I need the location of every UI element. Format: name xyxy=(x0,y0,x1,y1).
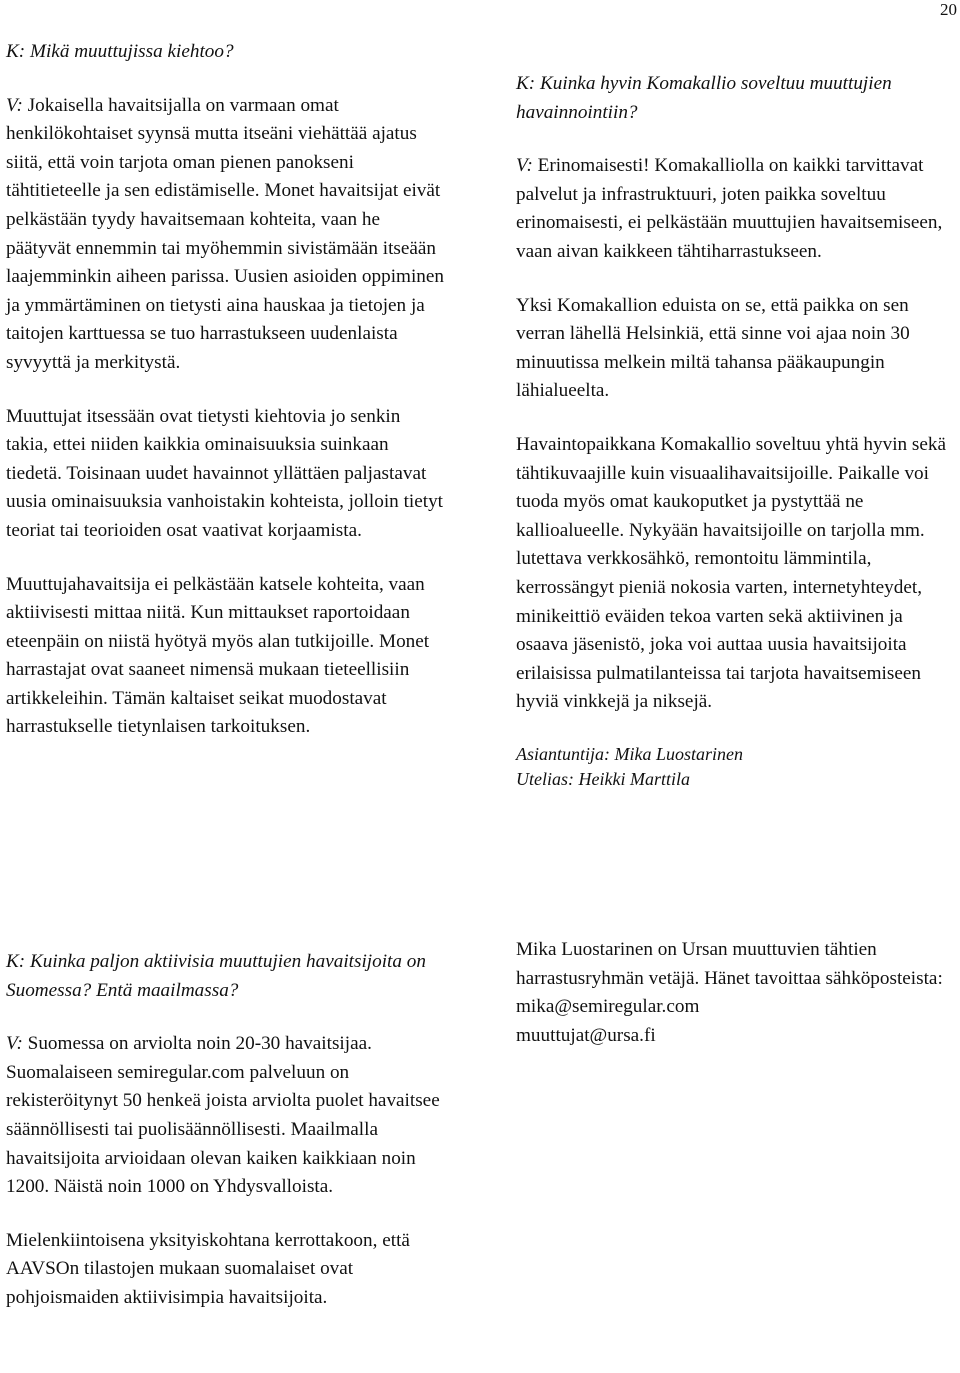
answer-1 xyxy=(6,92,446,378)
right-top-section xyxy=(516,70,956,792)
credit-interviewer: Utelias: Heikki Marttila xyxy=(516,768,690,789)
answer-1-para3: Muuttujahavaitsija ei pelkästään katsele kohteita, vaan aktiivisesti mittaa niitä. Kun mittaukset raportoidaan eteenpäin on niistä hyötyä myös alan tutkijoille. Monet harrastajat ovat saaneet nimensä mukaan tieteellisiin artikkeleihin. Tämän kaltaiset seikat muodostavat harrastukselle tietynlaisen tarkoituksen. xyxy=(6,573,430,738)
answer-prefix: V: xyxy=(6,1033,23,1055)
answer-3 xyxy=(516,152,956,266)
answer-2-para2: Mielenkiintoisena yksityiskohtana kerrottakoon, että AAVSOn tilastojen mukaan suomalaiset ovat pohjoismaiden aktiivisimpia havaitsijoita. xyxy=(6,1229,410,1308)
answer-3-text: Erinomaisesti! Komakalliolla on kaikki tarvittavat palvelut ja infrastruktuuri, joten paikka soveltuu erinomaisesti, ei pelkästään muuttujien havaitsemiseen, vaan aivan kaikkeen tähtiharrastukseen. xyxy=(516,155,943,262)
email-mika[interactable]: mika@semiregular.com xyxy=(516,996,700,1018)
left-bottom-section xyxy=(6,948,446,1313)
page-number: 20 xyxy=(940,0,957,19)
question-2: K: Kuinka paljon aktiivisia muuttujien havaitsijoita on Suomessa? Entä maailmassa? xyxy=(6,951,426,1001)
answer-prefix: V: xyxy=(516,155,533,177)
question-3: K: Kuinka hyvin Komakallio soveltuu muuttujien havainnointiin? xyxy=(516,73,892,123)
answer-prefix: V: xyxy=(6,94,23,116)
email-muuttujat[interactable]: muuttujat@ursa.fi xyxy=(516,1024,656,1046)
left-top-section xyxy=(6,38,446,742)
answer-1-text: Jokaisella havaitsijalla on varmaan omat henkilökohtaiset syynsä mutta itseäni viehättää ajatus siitä, että voin tarjota oman pienen panokseni tähtitieteelle ja sen edistämiselle. Monet havaitsijat eivät pelkästään tyydy havaitsemaan kohteita, vaan he päätyvät ennemmin tai myöhemmin sivistämään itseään laajemminkin aiheen parissa. Uusien asioiden oppiminen ja ymmärtäminen on tietysti aina hauskaa ja tietojen ja taitojen karttuessa se tuo harrastukseen uudenlaista syvyyttä ja merkitystä. xyxy=(6,94,445,373)
answer-2 xyxy=(6,1030,446,1202)
credit-expert: Asiantuntija: Mika Luostarinen xyxy=(516,743,743,764)
author-bio: Mika Luostarinen on Ursan muuttuvien tähtien harrastusryhmän vetäjä. Hänet tavoittaa sähköposteista: xyxy=(516,939,943,989)
answer-2-text: Suomessa on arviolta noin 20-30 havaitsijaa. Suomalaiseen semiregular.com palveluun on rekisteröitynyt 50 henkeä joista arviolta puolet havaitsee säännöllisesti tai puolisäännöllisesti. Maailmalla havaitsijoita arvioidaan olevan kaiken kaikkiaan noin 1200. Näistä noin 1000 on Yhdysvalloista. xyxy=(6,1033,440,1198)
answer-1-para2: Muuttujat itsessään ovat tietysti kiehtovia jo senkin takia, ettei niiden kaikkia ominaisuuksia suinkaan tiedetä. Toisinaan uudet havainnot yllättäen paljastavat uusia ominaisuuksia vanhoistakin kohteista, jolloin tietyt teoriat tai teorioiden osat vaativat korjaamista. xyxy=(6,405,444,541)
answer-3-para2: Yksi Komakallion eduista on se, että paikka on sen verran lähellä Helsinkiä, että sinne voi ajaa noin 30 minuutissa melkein miltä tahansa pääkaupungin lähialueelta. xyxy=(516,294,910,402)
answer-3-para3: Havaintopaikkana Komakallio soveltuu yhtä hyvin sekä tähtikuvaajille kuin visuaalihavaitsijoille. Paikalle voi tuoda myös omat kaukoputket ja pystyttää ne kallioalueelle. Nykyään havaitsijoille on tarjolla mm. lutettava verkkosähkö, remontoitu lämmintila, kerrossängyt pieniä nokosia varten, internetyhteydet, minikeittiö eväiden tekoa varten sekä aktiivinen ja osaava jäsenistö, joka voi auttaa uusia havaitsijoita erilaisissa pulmatilanteissa tai tarjota havaitsemiseen hyviä vinkkejä ja niksejä. xyxy=(516,433,947,713)
right-bottom-section xyxy=(516,936,956,1050)
question-1: K: Mikä muuttujissa kiehtoo? xyxy=(6,41,234,62)
